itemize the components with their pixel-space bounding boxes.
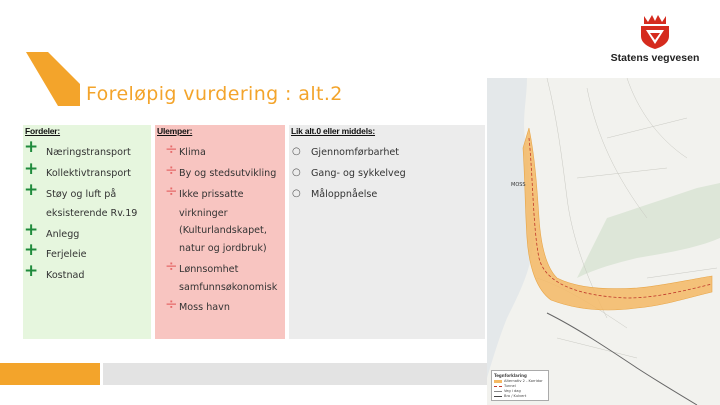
list-item: Klima	[179, 147, 206, 158]
list-item: eksisterende Rv.19	[46, 208, 138, 219]
map-legend	[491, 370, 549, 401]
circle-icon: ○	[292, 167, 301, 178]
crown-shield-icon	[638, 12, 672, 50]
fordeler-column	[23, 125, 151, 339]
list-item: Måloppnåelse	[311, 189, 378, 200]
minus-icon: ÷	[165, 182, 178, 200]
circle-icon: ○	[292, 146, 301, 157]
list-item: Kostnad	[46, 270, 85, 281]
circle-icon: ○	[292, 188, 301, 199]
list-item: Ferjeleie	[46, 249, 87, 260]
list-item: Kollektivtransport	[46, 168, 131, 179]
ulemper-heading: Ulemper:	[157, 126, 193, 136]
legend-label: Bro / Kulvert	[504, 394, 527, 398]
list-item: Lønnsomhet	[179, 264, 239, 275]
list-item: Gang- og sykkelveg	[311, 168, 406, 179]
legend-row	[494, 379, 546, 383]
minus-icon: ÷	[165, 161, 178, 179]
legend-label: Alternativ 2 - Korridor	[504, 379, 543, 383]
list-item: virkninger	[179, 208, 228, 219]
list-item: Moss havn	[179, 302, 230, 313]
statens-vegvesen-logo	[600, 12, 710, 72]
legend-label: Veg i dag	[504, 389, 521, 393]
page-title: Foreløpig vurdering : alt.2	[86, 83, 343, 105]
plus-icon: +	[24, 240, 39, 260]
plus-icon: +	[24, 180, 39, 200]
minus-icon: ÷	[165, 257, 178, 275]
list-item: By og stedsutvikling	[179, 168, 277, 179]
legend-label: Tunnel	[504, 384, 516, 388]
list-item: Næringstransport	[46, 147, 131, 158]
fordeler-heading: Fordeler:	[25, 126, 61, 136]
list-item: Gjennomførbarhet	[311, 147, 400, 158]
legend-row	[494, 384, 546, 388]
plus-icon: +	[24, 261, 39, 281]
list-item: Støy og luft på	[46, 189, 117, 200]
legend-row	[494, 389, 546, 393]
list-item: (Kulturlandskapet,	[179, 225, 267, 236]
ulemper-column	[155, 125, 285, 339]
lik-column	[289, 125, 485, 339]
plus-icon: +	[24, 137, 39, 157]
legend-title: Tegnforklaring	[494, 373, 527, 378]
corridor-map	[487, 78, 720, 405]
list-item: Ikke prissatte	[179, 189, 244, 200]
footer-grey-bar	[103, 363, 487, 385]
plus-icon: +	[24, 220, 39, 240]
plus-icon: +	[24, 159, 39, 179]
map-graphic	[487, 78, 720, 405]
brand-name: Statens vegvesen	[610, 52, 700, 64]
map-place-label: MOSS	[511, 182, 526, 188]
list-item: samfunnsøkonomisk	[179, 282, 278, 293]
minus-icon: ÷	[165, 295, 178, 313]
list-item: natur og jordbruk)	[179, 243, 267, 254]
list-item: Anlegg	[46, 229, 80, 240]
minus-icon: ÷	[165, 140, 178, 158]
footer-accent-bar	[0, 363, 100, 385]
lik-heading: Lik alt.0 eller middels:	[291, 126, 376, 136]
legend-row	[494, 394, 546, 398]
